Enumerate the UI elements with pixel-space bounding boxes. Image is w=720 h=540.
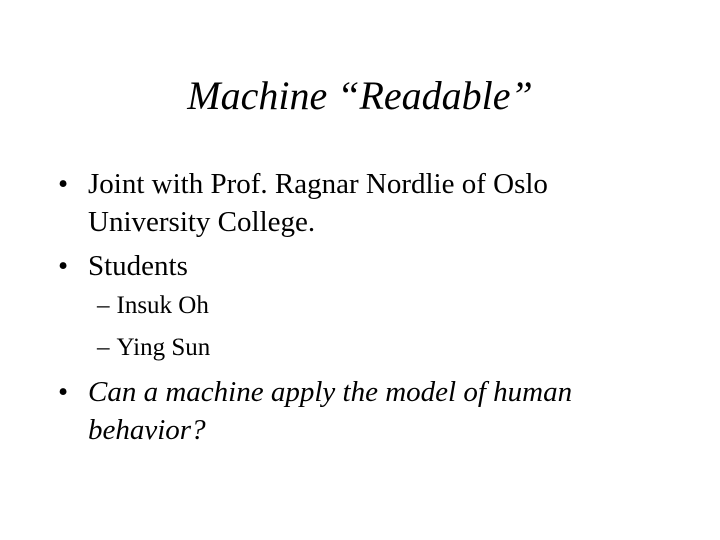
sub-bullet-text: Ying Sun xyxy=(116,334,211,361)
sub-bullet-item-insuk-oh xyxy=(97,290,597,322)
bullet-item-joint xyxy=(58,165,658,241)
bullet-item-students xyxy=(58,247,658,285)
bullet-icon: • xyxy=(58,250,69,282)
sub-bullet-text: Insuk Oh xyxy=(116,292,209,319)
dash-icon: – xyxy=(97,334,110,361)
bullet-item-question xyxy=(58,373,658,449)
dash-icon: – xyxy=(97,292,110,319)
slide-title: Machine “Readable” xyxy=(187,73,533,118)
bullet-text: Joint with Prof. Ragnar Nordlie of Oslo University College. xyxy=(88,168,548,238)
bullet-icon: • xyxy=(58,376,69,408)
bullet-icon: • xyxy=(58,168,69,200)
sub-bullet-item-ying-sun xyxy=(97,332,597,364)
bullet-text: Can a machine apply the model of human behavior? xyxy=(88,376,573,446)
bullet-text: Students xyxy=(88,250,188,282)
